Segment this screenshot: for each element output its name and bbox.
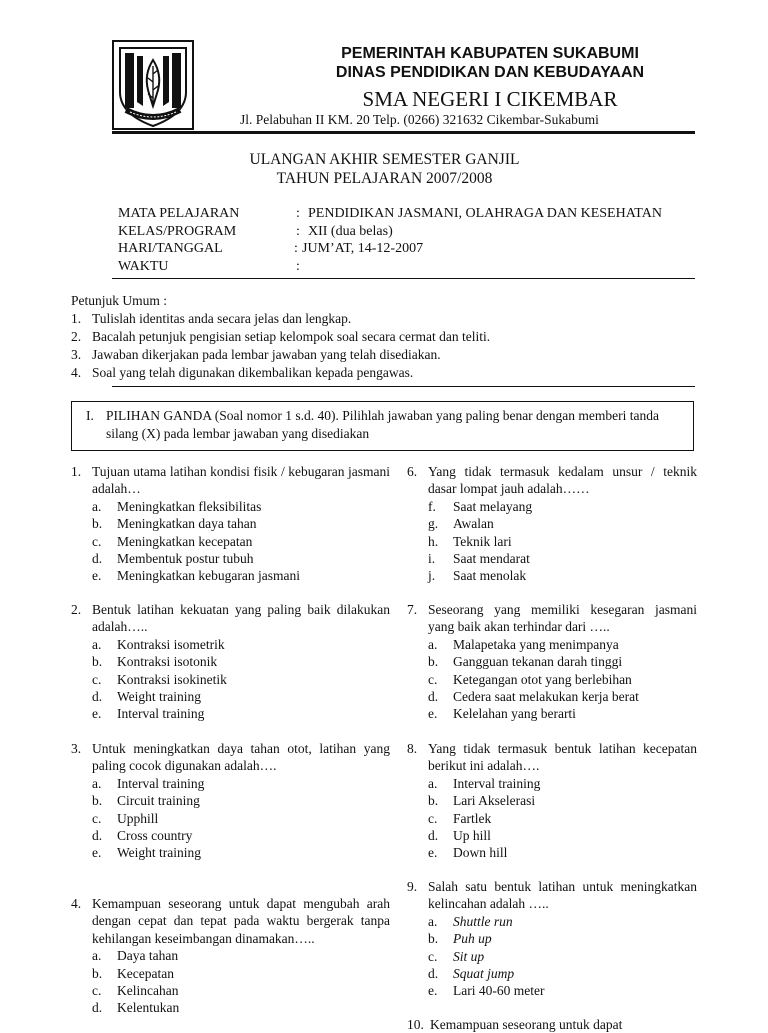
info-separator: : xyxy=(296,258,300,274)
option-text: Malapetaka yang menimpanya xyxy=(453,636,619,652)
instruction-text: Jawaban dikerjakan pada lembar jawaban yang telah disediakan. xyxy=(92,347,441,362)
option-text: Lari Akselerasi xyxy=(453,793,536,809)
answer-option xyxy=(407,930,697,947)
question-number: 1. xyxy=(71,464,82,479)
option-letter: i. xyxy=(428,551,436,567)
answer-option xyxy=(407,515,697,532)
option-text: Daya tahan xyxy=(117,948,179,964)
option-letter: d. xyxy=(428,966,439,982)
option-text: Cross country xyxy=(117,828,193,844)
answer-option xyxy=(71,999,390,1016)
answer-option xyxy=(71,550,390,567)
answer-option xyxy=(407,775,697,792)
question-number: 3. xyxy=(71,741,82,756)
section-text: PILIHAN GANDA (Soal nomor 1 s.d. 40). Pilihlah jawaban yang paling benar dengan memberi tanda silang (X) pada lembar jawaban yang disediakan xyxy=(106,408,660,441)
option-text: Gangguan tekanan darah tinggi xyxy=(453,654,623,670)
option-letter: b. xyxy=(428,654,439,670)
option-letter: c. xyxy=(92,983,102,999)
option-text: Squat jump xyxy=(453,966,515,982)
answer-option xyxy=(407,653,697,670)
option-letter: j. xyxy=(428,568,436,584)
info-value: JUM’AT, 14-12-2007 xyxy=(302,241,424,256)
option-letter: d. xyxy=(92,551,103,567)
question-3 xyxy=(71,740,390,862)
option-letter: c. xyxy=(92,810,102,826)
option-letter: d. xyxy=(92,828,103,844)
answer-option xyxy=(407,533,697,550)
option-letter: d. xyxy=(92,1000,103,1016)
answer-option xyxy=(71,844,390,861)
option-text: Membentuk postur tubuh xyxy=(117,551,254,567)
section-number: I. xyxy=(86,408,94,423)
exam-title: ULANGAN AKHIR SEMESTER GANJIL xyxy=(249,151,520,168)
question-text: Tujuan utama latihan kondisi fisik / kebugaran jasmani adalah… xyxy=(92,464,390,497)
answer-option xyxy=(71,947,390,964)
instruction-number: 2. xyxy=(71,329,82,344)
option-letter: d. xyxy=(428,828,439,844)
option-letter: c. xyxy=(428,671,438,687)
answer-option xyxy=(407,705,697,722)
answer-option xyxy=(407,982,697,999)
option-letter: a. xyxy=(92,498,102,514)
option-letter: g. xyxy=(428,516,439,532)
option-letter: e. xyxy=(428,706,438,722)
answer-option xyxy=(407,567,697,584)
question-number: 9. xyxy=(407,879,418,894)
school-name: SMA NEGERI I CIKEMBAR xyxy=(362,87,618,111)
option-letter: e. xyxy=(92,568,102,584)
answer-option xyxy=(407,965,697,982)
answer-option xyxy=(71,827,390,844)
answer-option xyxy=(407,671,697,688)
option-text: Awalan xyxy=(453,516,494,532)
letterhead-government xyxy=(200,44,768,82)
option-letter: a. xyxy=(428,913,438,929)
answer-option xyxy=(407,948,697,965)
question-number: 2. xyxy=(71,602,82,617)
question-9 xyxy=(407,878,697,1000)
option-letter: b. xyxy=(428,793,439,809)
option-text: Meningkatkan fleksibilitas xyxy=(117,498,262,514)
answer-option xyxy=(407,688,697,705)
option-text: Meningkatkan kecepatan xyxy=(117,533,253,549)
info-label: MATA PELAJARAN xyxy=(118,206,240,221)
option-letter: b. xyxy=(92,793,103,809)
question-text: Kemampuan seseorang untuk dapat mengubah arah dengan cepat dan tepat pada waktu bergerak tanpa kehilangan keseimbangan dinamakan….. xyxy=(92,896,390,946)
option-text: Kelelahan yang berarti xyxy=(453,706,576,722)
option-letter: e. xyxy=(428,983,438,999)
option-text: Sit up xyxy=(453,948,485,964)
option-text: Shuttle run xyxy=(453,913,513,929)
option-letter: e. xyxy=(92,706,102,722)
option-letter: d. xyxy=(428,689,439,705)
answer-option xyxy=(407,844,697,861)
exam-year: TAHUN PELAJARAN 2007/2008 xyxy=(276,170,493,187)
question-8 xyxy=(407,740,697,862)
option-text: Interval training xyxy=(453,775,541,791)
question-number: 8. xyxy=(407,741,418,756)
department-name: DINAS PENDIDIKAN DAN KEBUDAYAAN xyxy=(335,64,645,81)
answer-option xyxy=(407,913,697,930)
option-text: Circuit training xyxy=(117,793,200,809)
instruction-item xyxy=(71,310,490,328)
answer-option xyxy=(71,982,390,999)
answer-option xyxy=(407,827,697,844)
instruction-text: Soal yang telah digunakan dikembalikan kepada pengawas. xyxy=(92,365,414,380)
option-text: Meningkatkan daya tahan xyxy=(117,516,257,532)
info-separator: : xyxy=(294,241,298,256)
option-text: Lari 40-60 meter xyxy=(453,983,545,999)
instruction-number: 1. xyxy=(71,311,82,326)
option-text: Up hill xyxy=(453,828,491,844)
info-value: PENDIDIKAN JASMANI, OLAHRAGA DAN KESEHATAN xyxy=(308,206,662,221)
general-instructions xyxy=(71,292,490,382)
question-number: 4. xyxy=(71,896,82,911)
option-letter: a. xyxy=(428,636,438,652)
question-10 xyxy=(407,1016,697,1033)
info-value: XII (dua belas) xyxy=(308,223,393,239)
letterhead-divider xyxy=(112,131,695,134)
info-label: WAKTU xyxy=(118,258,169,274)
question-2 xyxy=(71,601,390,723)
option-letter: b. xyxy=(428,931,439,947)
option-letter: e. xyxy=(428,845,438,861)
info-separator: : xyxy=(296,206,300,221)
question-text: Bentuk latihan kekuatan yang paling baik dilakukan adalah….. xyxy=(92,602,390,635)
answer-option xyxy=(71,567,390,584)
option-letter: b. xyxy=(92,654,103,670)
instruction-item xyxy=(71,328,490,346)
option-letter: c. xyxy=(428,948,438,964)
info-label: HARI/TANGGAL xyxy=(118,241,223,256)
answer-option xyxy=(71,533,390,550)
option-text: Ketegangan otot yang berlebihan xyxy=(453,671,632,687)
question-4 xyxy=(71,895,390,1017)
option-text: Saat mendarat xyxy=(453,551,530,567)
option-text: Upphill xyxy=(117,810,159,826)
answer-option xyxy=(71,810,390,827)
question-number: 6. xyxy=(407,464,418,479)
question-text: Seseorang yang memiliki kesegaran jasmani yang baik akan terhindar dari ….. xyxy=(428,602,697,635)
option-text: Kontraksi isotonik xyxy=(117,654,218,670)
info-divider xyxy=(112,278,695,279)
answer-option xyxy=(407,550,697,567)
option-letter: a. xyxy=(428,775,438,791)
answer-option xyxy=(71,636,390,653)
option-text: Kelentukan xyxy=(117,1000,180,1016)
question-text: Yang tidak termasuk kedalam unsur / teknik dasar lompat jauh adalah…… xyxy=(428,464,697,497)
option-letter: c. xyxy=(92,671,102,687)
answer-option xyxy=(407,810,697,827)
option-text: Fartlek xyxy=(453,810,492,826)
question-text: Yang tidak termasuk bentuk latihan kecepatan berikut ini adalah…. xyxy=(428,741,697,774)
option-text: Saat melayang xyxy=(453,498,533,514)
answer-option xyxy=(71,705,390,722)
answer-option xyxy=(71,671,390,688)
info-label: KELAS/PROGRAM xyxy=(118,223,237,239)
section-instruction-box xyxy=(71,401,694,451)
answer-option xyxy=(71,653,390,670)
answer-option xyxy=(71,515,390,532)
option-letter: a. xyxy=(92,948,102,964)
instructions-heading: Petunjuk Umum : xyxy=(71,293,168,308)
option-text: Meningkatkan kebugaran jasmani xyxy=(117,568,300,584)
option-text: Kecepatan xyxy=(117,965,174,981)
answer-option xyxy=(71,775,390,792)
option-text: Interval training xyxy=(117,706,205,722)
school-address: Jl. Pelabuhan II KM. 20 Telp. (0266) 321632 Cikembar-Sukabumi xyxy=(240,112,599,127)
option-text: Puh up xyxy=(453,931,492,947)
option-letter: d. xyxy=(92,689,103,705)
answer-option xyxy=(407,498,697,515)
answer-option xyxy=(71,498,390,515)
option-text: Teknik lari xyxy=(453,533,512,549)
option-text: Down hill xyxy=(453,845,508,861)
question-1 xyxy=(71,463,390,585)
instruction-number: 3. xyxy=(71,347,82,362)
option-letter: a. xyxy=(92,775,102,791)
answer-option xyxy=(71,792,390,809)
question-7 xyxy=(407,601,697,723)
option-letter: e. xyxy=(92,845,102,861)
question-text: Salah satu bentuk latihan untuk meningkatkan kelincahan adalah ….. xyxy=(428,879,697,912)
option-text: Weight training xyxy=(117,845,202,861)
option-letter: h. xyxy=(428,533,439,549)
option-letter: a. xyxy=(92,636,102,652)
instruction-number: 4. xyxy=(71,365,82,380)
option-text: Weight training xyxy=(117,689,202,705)
option-letter: c. xyxy=(428,810,438,826)
instruction-item xyxy=(71,364,490,382)
question-number: 7. xyxy=(407,602,418,617)
answer-option xyxy=(71,688,390,705)
question-text: Kemampuan seseorang untuk dapat xyxy=(430,1017,623,1032)
option-letter: b. xyxy=(92,965,103,981)
instruction-item xyxy=(71,346,490,364)
question-6 xyxy=(407,463,697,585)
option-text: Interval training xyxy=(117,775,205,791)
instructions-divider xyxy=(112,386,695,387)
info-separator: : xyxy=(296,223,300,239)
option-text: Kontraksi isokinetik xyxy=(117,671,227,687)
sukabumi-regency-emblem xyxy=(112,40,194,130)
option-letter: c. xyxy=(92,533,102,549)
answer-option xyxy=(407,636,697,653)
question-text: Untuk meningkatkan daya tahan otot, latihan yang paling cocok digunakan adalah…. xyxy=(92,741,390,774)
option-text: Kelincahan xyxy=(117,983,179,999)
answer-option xyxy=(71,965,390,982)
option-text: Saat menolak xyxy=(453,568,527,584)
instruction-text: Bacalah petunjuk pengisian setiap kelompok soal secara cermat dan teliti. xyxy=(92,329,491,344)
option-letter: f. xyxy=(428,498,436,514)
option-text: Cedera saat melakukan kerja berat xyxy=(453,689,639,705)
government-name: PEMERINTAH KABUPATEN SUKABUMI xyxy=(341,45,639,62)
answer-option xyxy=(407,792,697,809)
instruction-text: Tulislah identitas anda secara jelas dan lengkap. xyxy=(92,311,352,326)
option-text: Kontraksi isometrik xyxy=(117,636,225,652)
question-number: 10. xyxy=(407,1017,424,1032)
option-letter: b. xyxy=(92,516,103,532)
